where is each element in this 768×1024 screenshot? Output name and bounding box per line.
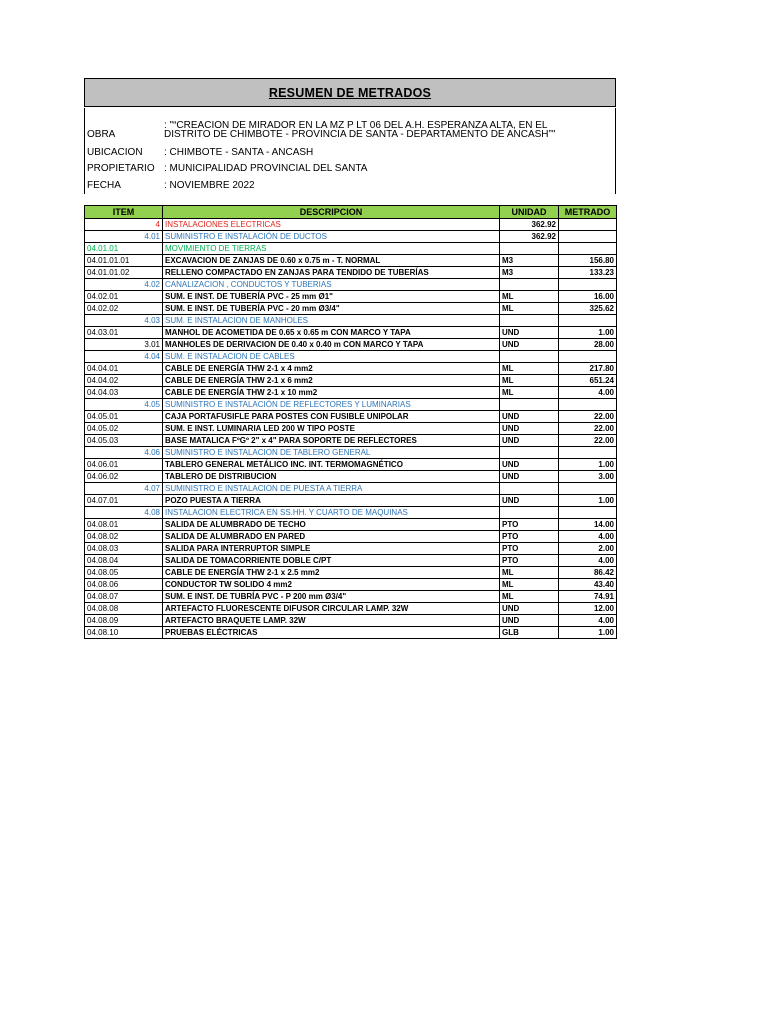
table-row <box>85 363 617 375</box>
unit-cell <box>500 399 559 411</box>
description-cell: PRUEBAS ELÉCTRICAS <box>163 627 500 639</box>
project-info <box>84 108 616 194</box>
title-bar <box>84 78 616 107</box>
item-cell: 04.02.02 <box>85 303 163 315</box>
metrado-cell: 1.00 <box>559 327 617 339</box>
description-cell: MANHOL DE ACOMETIDA DE 0.65 x 0.65 m CON MARCO Y TAPA <box>163 327 500 339</box>
description-cell: RELLENO COMPACTADO EN ZANJAS PARA TENDIDO DE TUBERÍAS <box>163 267 500 279</box>
metrado-cell: 4.00 <box>559 615 617 627</box>
description-cell: POZO PUESTA A TIERRA <box>163 495 500 507</box>
metrado-cell <box>559 231 617 243</box>
obra-value-line2: DISTRITO DE CHIMBOTE - PROVINCIA DE SANTA - DEPARTAMENTO DE ANCASH”" <box>164 129 556 140</box>
item-cell: 04.02.01 <box>85 291 163 303</box>
unit-cell <box>500 351 559 363</box>
metrado-cell: 4.00 <box>559 555 617 567</box>
description-cell: SUM. E INSTALACION DE CABLES <box>163 351 500 363</box>
item-cell: 04.08.02 <box>85 531 163 543</box>
item-cell: 4.03 <box>85 315 163 327</box>
unit-cell <box>500 507 559 519</box>
table-row <box>85 423 617 435</box>
item-cell: 04.05.02 <box>85 423 163 435</box>
description-cell: INSTALACIONES ELECTRICAS <box>163 219 500 231</box>
unit-cell <box>500 447 559 459</box>
table-row <box>85 279 617 291</box>
item-cell: 04.01.01 <box>85 243 163 255</box>
unit-cell: ML <box>500 579 559 591</box>
propietario-label: PROPIETARIO <box>87 163 155 174</box>
unit-cell: ML <box>500 363 559 375</box>
unit-cell <box>500 483 559 495</box>
table-row <box>85 543 617 555</box>
table-row <box>85 459 617 471</box>
item-cell: 4.02 <box>85 279 163 291</box>
metrado-cell <box>559 243 617 255</box>
metrado-cell: 651.24 <box>559 375 617 387</box>
description-cell: SUM. E INST. LUMINARIA LED 200 W TIPO POSTE <box>163 423 500 435</box>
item-cell: 04.07.01 <box>85 495 163 507</box>
description-cell: SUM. E INST. DE TUBERÍA PVC - 25 mm Ø1" <box>163 291 500 303</box>
metrado-cell: 86.42 <box>559 567 617 579</box>
unit-cell <box>500 315 559 327</box>
unit-cell: PTO <box>500 543 559 555</box>
metrados-table <box>84 205 617 639</box>
metrado-cell: 28.00 <box>559 339 617 351</box>
item-cell: 04.08.06 <box>85 579 163 591</box>
table-row <box>85 603 617 615</box>
metrado-cell: 133.23 <box>559 267 617 279</box>
metrado-cell <box>559 351 617 363</box>
table-row <box>85 483 617 495</box>
unit-cell: M3 <box>500 255 559 267</box>
metrado-cell <box>559 507 617 519</box>
metrado-cell: 4.00 <box>559 387 617 399</box>
description-cell: TABLERO GENERAL METÁLICO INC. INT. TERMOMAGNÉTICO <box>163 459 500 471</box>
description-cell: CABLE DE ENERGÍA THW 2-1 x 6 mm2 <box>163 375 500 387</box>
unit-cell: M3 <box>500 267 559 279</box>
unit-cell: UND <box>500 435 559 447</box>
unit-cell: ML <box>500 291 559 303</box>
metrado-cell <box>559 315 617 327</box>
description-cell: SALIDA DE ALUMBRADO EN PARED <box>163 531 500 543</box>
description-cell: SUMINISTRO E INSTALACION DE TABLERO GENERAL <box>163 447 500 459</box>
description-cell: CONDUCTOR TW SOLIDO 4 mm2 <box>163 579 500 591</box>
description-cell: SALIDA DE ALUMBRADO DE TECHO <box>163 519 500 531</box>
description-cell: SUM. E INST. DE TUBRÍA PVC - P 200 mm Ø3/4" <box>163 591 500 603</box>
item-cell: 04.06.02 <box>85 471 163 483</box>
description-cell: TABLERO DE DISTRIBUCION <box>163 471 500 483</box>
item-cell: 4.01 <box>85 231 163 243</box>
item-cell: 4.05 <box>85 399 163 411</box>
header-unidad: UNIDAD <box>500 206 559 219</box>
metrado-cell: 14.00 <box>559 519 617 531</box>
propietario-value: : MUNICIPALIDAD PROVINCIAL DEL SANTA <box>164 163 368 174</box>
table-row <box>85 507 617 519</box>
table-row <box>85 327 617 339</box>
ubicacion-label: UBICACION <box>87 147 143 158</box>
item-cell: 04.01.01.01 <box>85 255 163 267</box>
metrado-cell: 22.00 <box>559 423 617 435</box>
metrado-cell: 1.00 <box>559 495 617 507</box>
metrado-cell: 22.00 <box>559 435 617 447</box>
metrado-cell <box>559 483 617 495</box>
metrado-cell: 2.00 <box>559 543 617 555</box>
description-cell: SUMINISTRO E INSTALACION DE PUESTA A TIERRA <box>163 483 500 495</box>
description-cell: SALIDA DE TOMACORRIENTE DOBLE C/PT <box>163 555 500 567</box>
item-cell: 04.08.04 <box>85 555 163 567</box>
unit-cell: GLB <box>500 627 559 639</box>
metrado-cell: 22.00 <box>559 411 617 423</box>
table-row <box>85 519 617 531</box>
description-cell: CABLE DE ENERGÍA THW 2-1 x 2.5 mm2 <box>163 567 500 579</box>
unit-cell: UND <box>500 603 559 615</box>
unit-cell: UND <box>500 615 559 627</box>
metrado-cell: 12.00 <box>559 603 617 615</box>
unit-cell: ML <box>500 303 559 315</box>
metrado-cell: 1.00 <box>559 627 617 639</box>
table-row <box>85 615 617 627</box>
item-cell: 04.05.03 <box>85 435 163 447</box>
unit-cell: UND <box>500 471 559 483</box>
table-row <box>85 567 617 579</box>
metrado-cell <box>559 399 617 411</box>
table-row <box>85 231 617 243</box>
table-row <box>85 531 617 543</box>
item-cell: 04.08.01 <box>85 519 163 531</box>
table-row <box>85 303 617 315</box>
description-cell: CANALIZACION , CONDUCTOS Y TUBERIAS <box>163 279 500 291</box>
table-row <box>85 627 617 639</box>
ubicacion-value: : CHIMBOTE - SANTA - ANCASH <box>164 147 314 158</box>
item-cell: 04.04.01 <box>85 363 163 375</box>
table-row <box>85 387 617 399</box>
item-cell: 04.08.08 <box>85 603 163 615</box>
unit-cell: UND <box>500 495 559 507</box>
unit-cell: UND <box>500 459 559 471</box>
description-cell: SUM. E INST. DE TUBERÍA PVC - 20 mm Ø3/4" <box>163 303 500 315</box>
item-cell: 04.06.01 <box>85 459 163 471</box>
item-cell: 4.08 <box>85 507 163 519</box>
item-cell: 04.08.09 <box>85 615 163 627</box>
metrado-cell: 74.91 <box>559 591 617 603</box>
table-row <box>85 267 617 279</box>
unit-cell: ML <box>500 591 559 603</box>
table-row <box>85 375 617 387</box>
table-row <box>85 351 617 363</box>
item-cell: 04.04.03 <box>85 387 163 399</box>
description-cell: SALIDA PARA INTERRUPTOR SIMPLE <box>163 543 500 555</box>
item-cell: 4.06 <box>85 447 163 459</box>
item-cell: 04.05.01 <box>85 411 163 423</box>
table-header-row <box>85 206 617 219</box>
metrado-cell: 325.62 <box>559 303 617 315</box>
description-cell: CAJA PORTAFUSIFLE PARA POSTES CON FUSIBLE UNIPOLAR <box>163 411 500 423</box>
table-row <box>85 243 617 255</box>
description-cell: INSTALACION ELECTRICA EN SS.HH. Y CUARTO DE MAQUINAS <box>163 507 500 519</box>
table-row <box>85 579 617 591</box>
unit-cell: UND <box>500 423 559 435</box>
metrado-cell <box>559 219 617 231</box>
description-cell: BASE MATALICA FºGº 2" x 4" PARA SOPORTE DE REFLECTORES <box>163 435 500 447</box>
unit-cell: ML <box>500 375 559 387</box>
metrado-cell: 3.00 <box>559 471 617 483</box>
unit-cell: UND <box>500 327 559 339</box>
unit-cell: 362.92 <box>500 231 559 243</box>
table-row <box>85 255 617 267</box>
table-row <box>85 447 617 459</box>
unit-cell: 362.92 <box>500 219 559 231</box>
header-descripcion: DESCRIPCION <box>163 206 500 219</box>
description-cell: SUMINISTRO E INSTALACIÓN DE DUCTOS <box>163 231 500 243</box>
metrado-cell: 1.00 <box>559 459 617 471</box>
metrado-cell: 43.40 <box>559 579 617 591</box>
table-row <box>85 411 617 423</box>
metrado-cell: 156.80 <box>559 255 617 267</box>
item-cell: 04.01.01.02 <box>85 267 163 279</box>
item-cell: 3.01 <box>85 339 163 351</box>
metrado-cell: 217.80 <box>559 363 617 375</box>
table-row <box>85 471 617 483</box>
item-cell: 04.08.10 <box>85 627 163 639</box>
table-row <box>85 315 617 327</box>
description-cell: ARTEFACTO BRAQUETE LAMP. 32W <box>163 615 500 627</box>
unit-cell <box>500 279 559 291</box>
description-cell: CABLE DE ENERGÍA THW 2-1 x 4 mm2 <box>163 363 500 375</box>
table-row <box>85 399 617 411</box>
item-cell: 04.08.05 <box>85 567 163 579</box>
table-row <box>85 495 617 507</box>
header-item: ITEM <box>85 206 163 219</box>
description-cell: CABLE DE ENERGÍA THW 2-1 x 10 mm2 <box>163 387 500 399</box>
metrado-cell: 4.00 <box>559 531 617 543</box>
metrado-cell <box>559 447 617 459</box>
description-cell: MOVIMIENTO DE TIERRAS <box>163 243 500 255</box>
description-cell: ARTEFACTO FLUORESCENTE DIFUSOR CIRCULAR LAMP. 32W <box>163 603 500 615</box>
table-body <box>85 219 617 639</box>
item-cell: 04.04.02 <box>85 375 163 387</box>
description-cell: EXCAVACION DE ZANJAS DE 0.60 x 0.75 m - T. NORMAL <box>163 255 500 267</box>
description-cell: SUMINISTRO E INSTALACIÓN DE REFLECTORES Y LUMINARIAS <box>163 399 500 411</box>
metrado-cell: 16.00 <box>559 291 617 303</box>
obra-value-line1: : "“CREACION DE MIRADOR EN LA MZ P LT 06 DEL A.H. ESPERANZA ALTA, EN EL <box>164 120 548 131</box>
unit-cell: ML <box>500 567 559 579</box>
fecha-value: : NOVIEMBRE 2022 <box>164 180 255 191</box>
metrado-cell <box>559 279 617 291</box>
unit-cell: PTO <box>500 555 559 567</box>
unit-cell <box>500 243 559 255</box>
item-cell: 4 <box>85 219 163 231</box>
page-title: RESUMEN DE METRADOS <box>268 85 432 100</box>
table-row <box>85 555 617 567</box>
table-row <box>85 291 617 303</box>
table-row <box>85 339 617 351</box>
item-cell: 04.03.01 <box>85 327 163 339</box>
item-cell: 4.07 <box>85 483 163 495</box>
item-cell: 4.04 <box>85 351 163 363</box>
item-cell: 04.08.07 <box>85 591 163 603</box>
table-row <box>85 591 617 603</box>
item-cell: 04.08.03 <box>85 543 163 555</box>
header-metrado: METRADO <box>559 206 617 219</box>
description-cell: MANHOLES DE DERIVACION DE 0.40 x 0.40 m CON MARCO Y TAPA <box>163 339 500 351</box>
fecha-label: FECHA <box>87 180 121 191</box>
unit-cell: UND <box>500 411 559 423</box>
table-row <box>85 219 617 231</box>
unit-cell: PTO <box>500 519 559 531</box>
description-cell: SUM. E INSTALACION DE MANHOLES <box>163 315 500 327</box>
unit-cell: PTO <box>500 531 559 543</box>
obra-label: OBRA <box>87 129 116 140</box>
unit-cell: ML <box>500 387 559 399</box>
table-row <box>85 435 617 447</box>
unit-cell: UND <box>500 339 559 351</box>
